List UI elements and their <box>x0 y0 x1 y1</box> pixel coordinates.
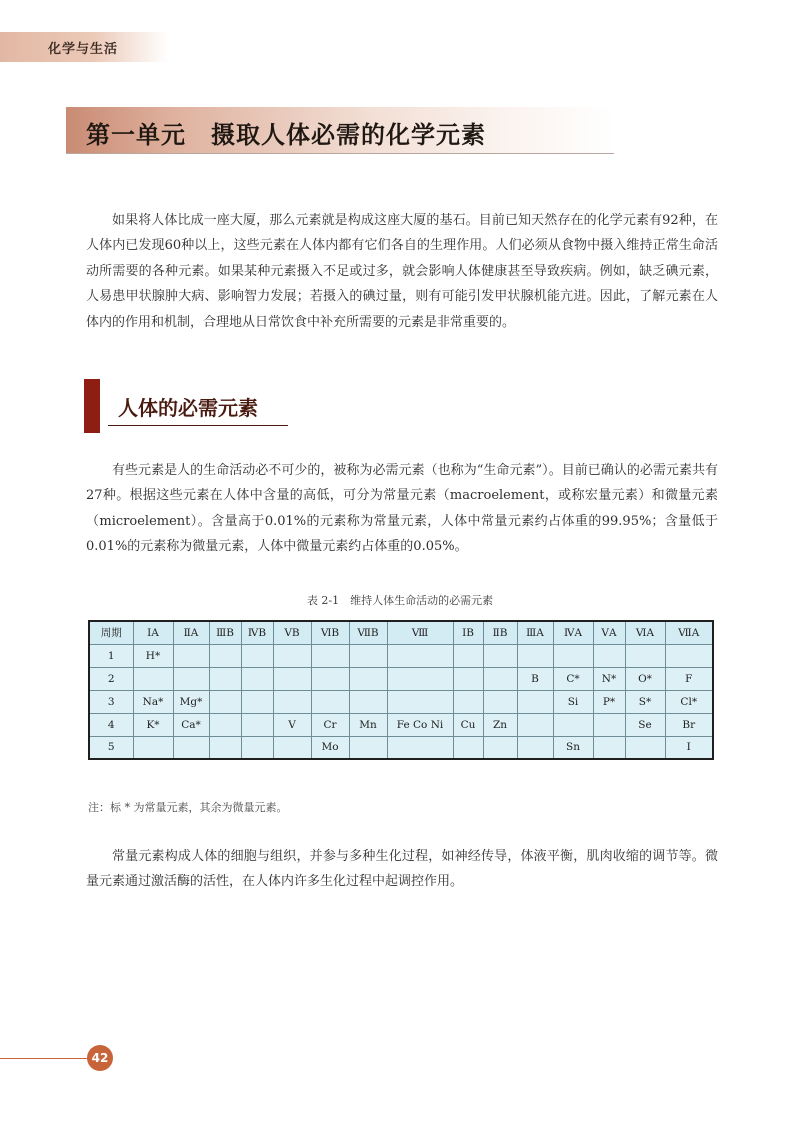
element-cell: S* <box>625 690 665 713</box>
element-cell <box>517 644 553 667</box>
periodic-table-wrapper <box>88 620 712 760</box>
element-cell <box>311 667 349 690</box>
element-cell: Mg* <box>173 690 209 713</box>
element-cell <box>625 644 665 667</box>
table-caption: 表 2-1 维持人体生命活动的必需元素 <box>306 594 494 607</box>
element-cell <box>483 736 517 759</box>
element-cell <box>349 667 387 690</box>
element-cell <box>209 667 241 690</box>
table-header-cell: ⅤB <box>273 621 311 644</box>
element-cell <box>593 736 625 759</box>
element-cell <box>133 667 173 690</box>
table-header-cell: ⅦB <box>349 621 387 644</box>
element-cell <box>241 713 273 736</box>
element-cell: I <box>665 736 713 759</box>
element-cell: Cr <box>311 713 349 736</box>
table-header-cell: 周期 <box>89 621 133 644</box>
element-cell: V <box>273 713 311 736</box>
table-row <box>89 713 713 736</box>
element-cell <box>453 667 483 690</box>
element-cell <box>209 736 241 759</box>
element-cell <box>173 667 209 690</box>
table-header-cell: ⅤA <box>593 621 625 644</box>
element-cell <box>453 644 483 667</box>
table-header-cell: ⅦA <box>665 621 713 644</box>
period-number-cell: 5 <box>89 736 133 759</box>
element-cell <box>311 690 349 713</box>
element-cell: P* <box>593 690 625 713</box>
element-cell <box>553 644 593 667</box>
element-cell <box>593 713 625 736</box>
element-cell: B <box>517 667 553 690</box>
element-cell <box>273 667 311 690</box>
table-header-cell: ⅢB <box>209 621 241 644</box>
element-cell <box>387 736 453 759</box>
element-cell <box>209 690 241 713</box>
table-header-cell: ⅥA <box>625 621 665 644</box>
element-cell: H* <box>133 644 173 667</box>
table-header-cell: ⅠB <box>453 621 483 644</box>
element-cell <box>349 644 387 667</box>
page-number: 42 <box>87 1045 113 1071</box>
element-cell <box>553 713 593 736</box>
element-cell: N* <box>593 667 625 690</box>
table-header-cell: ⅡA <box>173 621 209 644</box>
element-cell <box>273 644 311 667</box>
section-underline <box>108 425 288 426</box>
element-cell: Na* <box>133 690 173 713</box>
element-cell <box>517 690 553 713</box>
element-cell <box>453 690 483 713</box>
element-cell <box>483 667 517 690</box>
period-number-cell: 4 <box>89 713 133 736</box>
unit-title: 第一单元 摄取人体必需的化学元素 <box>86 121 486 149</box>
element-cell: K* <box>133 713 173 736</box>
unit-title-banner <box>66 107 614 154</box>
period-number-cell: 2 <box>89 667 133 690</box>
running-header <box>0 32 168 62</box>
table-header-cell: ⅣB <box>241 621 273 644</box>
closing-paragraph: 常量元素构成人体的细胞与组织，并参与多种生化过程，如神经传导，体液平衡，肌肉收缩的调节等。微量元素通过激活酶的活性，在人体内许多生化过程中起调控作用。 <box>86 849 718 890</box>
period-number-cell: 3 <box>89 690 133 713</box>
element-cell: Cl* <box>665 690 713 713</box>
element-cell <box>349 736 387 759</box>
essential-elements-table <box>88 620 714 760</box>
element-cell <box>173 644 209 667</box>
element-cell: Mn <box>349 713 387 736</box>
element-cell: C* <box>553 667 593 690</box>
element-cell <box>173 736 209 759</box>
element-cell: Si <box>553 690 593 713</box>
table-header-cell: Ⅷ <box>387 621 453 644</box>
element-cell <box>387 644 453 667</box>
section-paragraph: 有些元素是人的生命活动必不可少的，被称为必需元素（也称为“生命元素”）。目前已确认的必需元素共有27种。根据这些元素在人体中含量的高低，可分为常量元素（macroelement，或称宏量元素）和微量元素（microelement）。含量高于0.01%的元素称为常量元素，人体中常量元素约占体重的99.95%；含量低于0.01%的元素称为微量元素，人体中微量元素约占体重的0.05%。 <box>86 463 718 555</box>
period-number-cell: 1 <box>89 644 133 667</box>
element-cell: Ca* <box>173 713 209 736</box>
table-row <box>89 690 713 713</box>
table-note: 注：标 * 为常量元素，其余为微量元素。 <box>88 801 288 814</box>
element-cell <box>453 736 483 759</box>
element-cell: Br <box>665 713 713 736</box>
table-header-cell: ⅠA <box>133 621 173 644</box>
table-body <box>89 644 713 759</box>
element-cell: Se <box>625 713 665 736</box>
element-cell <box>273 736 311 759</box>
element-cell: F <box>665 667 713 690</box>
element-cell <box>241 667 273 690</box>
table-row <box>89 667 713 690</box>
table-header-cell: ⅡB <box>483 621 517 644</box>
element-cell <box>311 644 349 667</box>
element-cell: O* <box>625 667 665 690</box>
table-header-cell: ⅥB <box>311 621 349 644</box>
intro-paragraph: 如果将人体比成一座大厦，那么元素就是构成这座大厦的基石。目前已知天然存在的化学元素有92种，在人体内已发现60种以上，这些元素在人体内都有它们各自的生理作用。人们必须从食物中摄入维持正常生命活动所需要的各种元素。如果某种元素摄入不足或过多，就会影响人体健康甚至导致疾病。例如，缺乏碘元素，人易患甲状腺肿大病、影响智力发展；若摄入的碘过量，则有可能引发甲状腺机能亢进。因此，了解元素在人体内的作用和机制，合理地从日常饮食中补充所需要的元素是非常重要的。 <box>86 213 718 330</box>
page-number-rule <box>0 1058 90 1059</box>
element-cell <box>665 644 713 667</box>
table-header-cell: ⅣA <box>553 621 593 644</box>
table-header-row <box>89 621 713 644</box>
element-cell <box>387 667 453 690</box>
element-cell <box>209 713 241 736</box>
element-cell <box>209 644 241 667</box>
element-cell <box>241 644 273 667</box>
element-cell <box>387 690 453 713</box>
element-cell: Cu <box>453 713 483 736</box>
element-cell <box>517 736 553 759</box>
running-header-text: 化学与生活 <box>48 42 119 57</box>
element-cell <box>349 690 387 713</box>
element-cell <box>483 644 517 667</box>
element-cell: Mo <box>311 736 349 759</box>
table-header-cell: ⅢA <box>517 621 553 644</box>
table-row <box>89 644 713 667</box>
element-cell <box>483 690 517 713</box>
element-cell <box>241 690 273 713</box>
element-cell: Fe Co Ni <box>387 713 453 736</box>
element-cell <box>273 690 311 713</box>
element-cell <box>133 736 173 759</box>
table-row <box>89 736 713 759</box>
element-cell: Sn <box>553 736 593 759</box>
section-accent-bar <box>84 379 100 433</box>
element-cell: Zn <box>483 713 517 736</box>
section-title: 人体的必需元素 <box>118 396 258 420</box>
element-cell <box>241 736 273 759</box>
element-cell <box>517 713 553 736</box>
element-cell <box>593 644 625 667</box>
element-cell <box>625 736 665 759</box>
